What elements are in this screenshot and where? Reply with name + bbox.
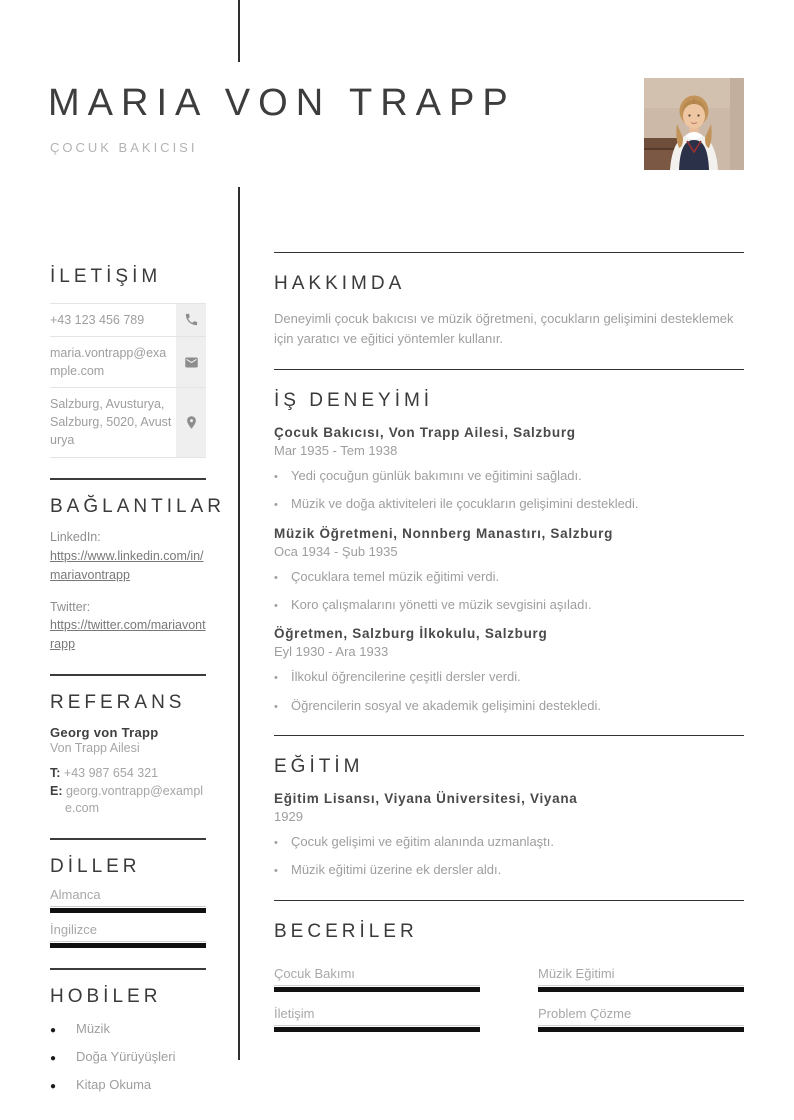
bullet-icon: • — [274, 600, 278, 613]
sidebar-divider — [50, 478, 206, 480]
language-name: Almanca — [50, 887, 101, 903]
twitter-link[interactable]: https://twitter.com/mariavontrapp — [50, 618, 206, 652]
contact-row-phone — [50, 303, 206, 336]
job-bullet-text: Öğrencilerin sosyal ve akademik gelişimini destekledi. — [291, 697, 601, 713]
reference-email-label: E: — [50, 783, 63, 798]
linkedin-label: LinkedIn: — [50, 530, 101, 545]
contact-row-email — [50, 336, 206, 387]
hobby-item — [50, 1077, 206, 1092]
skill-level-bar — [274, 1025, 480, 1032]
reference-phone-value: +43 987 654 321 — [63, 766, 159, 781]
phone-icon — [176, 304, 206, 336]
bullet-icon: • — [274, 499, 278, 512]
bullet-dot-icon: ● — [50, 1025, 57, 1037]
hobby-item — [50, 1049, 206, 1064]
twitter-label: Twitter: — [50, 599, 91, 614]
hobby-label: Müzik — [76, 1021, 110, 1037]
experience-entry — [274, 626, 744, 715]
bullet-icon: • — [274, 865, 278, 878]
job-bullet — [274, 467, 744, 485]
job-dates: Eyl 1930 - Ara 1933 — [274, 644, 389, 660]
job-bullet-text: İlkokul öğrencilerine çeşitli dersler verdi. — [291, 669, 521, 685]
hobby-item — [50, 1021, 206, 1036]
job-bullet-text: Yedi çocuğun günlük bakımını ve eğitimini sağladı. — [291, 467, 582, 483]
contact-row-address — [50, 387, 206, 457]
contact-list — [50, 303, 206, 458]
skill-name: Problem Çözme — [538, 1005, 632, 1021]
section-rule — [274, 900, 744, 901]
job-bullet-list — [274, 467, 744, 514]
phone-value: +43 123 456 789 — [50, 312, 145, 327]
bullet-dot-icon: ● — [50, 1081, 57, 1093]
reference-email — [50, 783, 206, 818]
section-rule — [274, 369, 744, 370]
address-value: Salzburg, Avusturya, Salzburg, 5020, Avusturya — [50, 397, 172, 448]
education-bullet-text: Müzik eğitimi üzerine ek dersler aldı. — [291, 862, 502, 878]
job-bullet-text: Çocuklara temel müzik eğitimi verdi. — [291, 568, 500, 584]
linkedin-link[interactable]: https://www.linkedin.com/in/mariavontrapp — [50, 549, 204, 582]
job-bullet-text: Koro çalışmalarını yönetti ve müzik sevgisini aşıladı. — [291, 597, 592, 613]
hobby-label: Kitap Okuma — [76, 1077, 152, 1093]
skill-level-bar — [274, 985, 480, 992]
main-column — [274, 244, 744, 1032]
job-bullet — [274, 495, 744, 513]
person-job-title: ÇOCUK BAKICISI — [50, 140, 198, 155]
mail-icon — [176, 337, 206, 387]
education-entry — [274, 791, 744, 880]
person-name: MARIA VON TRAPP — [48, 82, 516, 124]
skill-item — [274, 966, 480, 992]
education-bullet-text: Çocuk gelişimi ve eğitim alanında uzmanlaştı. — [291, 834, 555, 850]
hobby-list — [50, 1021, 206, 1092]
skill-level-bar — [538, 1025, 744, 1032]
job-title: Müzik Öğretmeni, Nonnberg Manastırı, Salzburg — [274, 525, 614, 541]
skill-level-bar — [538, 985, 744, 992]
job-bullet — [274, 668, 744, 686]
sidebar-divider — [50, 968, 206, 970]
skill-name: İletişim — [274, 1005, 315, 1021]
degree-year: 1929 — [274, 809, 303, 825]
language-item — [50, 922, 206, 948]
degree-title: Eğitim Lisansı, Viyana Üniversitesi, Viyana — [274, 791, 578, 807]
bullet-icon: • — [274, 470, 278, 483]
sidebar-divider — [50, 674, 206, 676]
job-bullet — [274, 568, 744, 586]
bullet-dot-icon: ● — [50, 1053, 57, 1065]
location-icon — [176, 388, 206, 456]
skill-item — [538, 1006, 744, 1032]
skill-item — [274, 1006, 480, 1032]
profile-photo-illustration — [644, 78, 744, 170]
hobbies-heading: HOBİLER — [50, 986, 162, 1008]
profile-photo — [644, 78, 744, 170]
link-group-twitter — [50, 598, 206, 654]
bullet-icon: • — [274, 672, 278, 685]
education-bullet — [274, 833, 744, 851]
language-item — [50, 887, 206, 913]
reference-phone — [50, 765, 206, 783]
experience-heading: İŞ DENEYİMİ — [274, 390, 434, 412]
section-rule — [274, 252, 744, 253]
reference-heading: REFERANS — [50, 691, 186, 713]
reference-email-value: georg.vontrapp@example.com — [65, 783, 204, 816]
skill-name: Müzik Eğitimi — [538, 965, 615, 981]
reference-company: Von Trapp Ailesi — [50, 740, 140, 755]
experience-entry — [274, 425, 744, 514]
contact-heading: İLETİŞİM — [50, 266, 162, 287]
languages-heading: DİLLER — [50, 855, 141, 877]
reference-phone-label: T: — [50, 766, 61, 781]
job-title: Çocuk Bakıcısı, Von Trapp Ailesi, Salzburg — [274, 424, 576, 440]
sidebar-divider — [50, 838, 206, 840]
links-heading: BAĞLANTILAR — [50, 495, 225, 517]
job-dates: Oca 1934 - Şub 1935 — [274, 543, 398, 559]
about-heading: HAKKIMDA — [274, 273, 406, 294]
skills-grid — [274, 966, 744, 1032]
top-column-divider-line — [238, 0, 240, 62]
hobby-label: Doğa Yürüyüşleri — [76, 1049, 176, 1065]
bullet-icon: • — [274, 571, 278, 584]
skill-name: Çocuk Bakımı — [274, 965, 355, 981]
job-bullet — [274, 697, 744, 715]
skills-heading: BECERİLER — [274, 920, 418, 942]
bullet-icon: • — [274, 700, 278, 713]
education-bullet-list — [274, 833, 744, 880]
job-bullet-list — [274, 568, 744, 615]
job-bullet — [274, 596, 744, 614]
language-level-bar — [50, 906, 206, 913]
job-title: Öğretmen, Salzburg İlkokulu, Salzburg — [274, 626, 548, 642]
sidebar — [50, 266, 225, 1105]
column-divider-line — [238, 187, 240, 1060]
bullet-icon: • — [274, 837, 278, 850]
language-level-bar — [50, 941, 206, 948]
job-bullet-list — [274, 668, 744, 715]
education-heading: EĞİTİM — [274, 756, 364, 778]
education-bullet — [274, 861, 744, 879]
about-text: Deneyimli çocuk bakıcısı ve müzik öğretmeni, çocukların gelişimini desteklemek için yaratıcı ve eğitici yöntemler kullanır. — [274, 310, 734, 346]
job-bullet-text: Müzik ve doğa aktiviteleri ile çocukların gelişimini destekledi. — [291, 496, 639, 512]
link-group-linkedin — [50, 528, 206, 584]
language-name: İngilizce — [50, 922, 97, 938]
job-dates: Mar 1935 - Tem 1938 — [274, 442, 398, 458]
skill-item — [538, 966, 744, 992]
experience-entry — [274, 526, 744, 615]
email-value: maria.vontrapp@example.com — [50, 345, 167, 379]
section-rule — [274, 735, 744, 736]
reference-name: Georg von Trapp — [50, 724, 159, 740]
